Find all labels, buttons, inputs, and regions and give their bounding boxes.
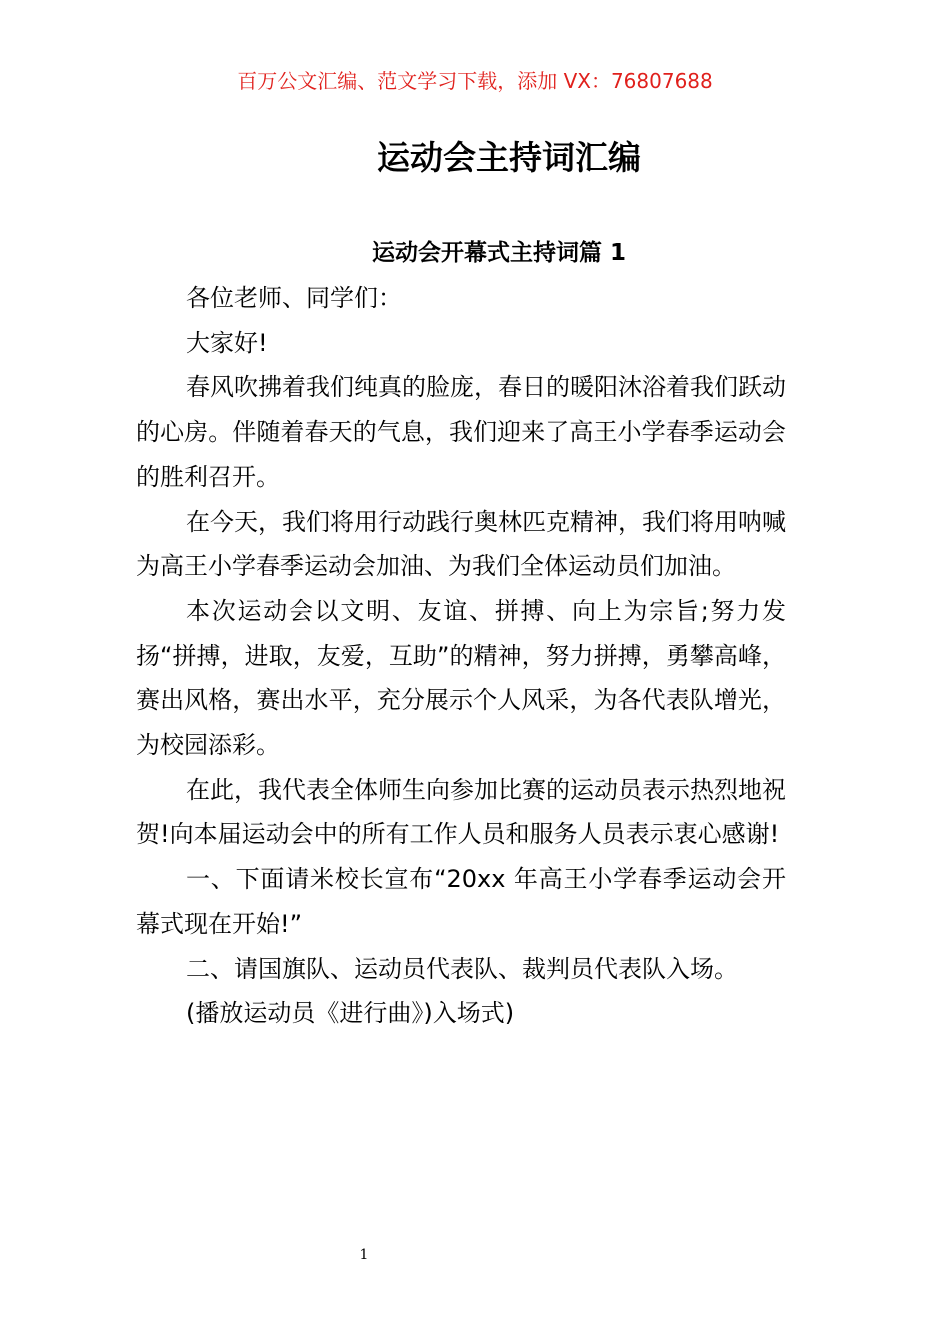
- document-title: 运动会主持词汇编: [377, 138, 641, 177]
- document-body: [136, 276, 786, 1036]
- paragraph-greeting: 各位老师、同学们：: [186, 284, 402, 312]
- header-note: 百万公文汇编、范文学习下载，添加 VX：76807688: [237, 69, 713, 93]
- paragraph-thanks: 在此，我代表全体师生向参加比赛的运动员表示热烈地祝贺!向本届运动会中的所有工作人员和服务人员表示衷心感谢!: [136, 775, 786, 849]
- section-title: 运动会开幕式主持词篇 1: [371, 240, 626, 266]
- paragraph-item-one: 一、下面请米校长宣布“20xx 年高王小学春季运动会开幕式现在开始!”: [136, 865, 786, 938]
- paragraph-stage-note: (播放运动员《进行曲》)入场式): [186, 999, 515, 1028]
- paragraph-spring: 春风吹拂着我们纯真的脸庞，春日的暖阳沐浴着我们跃动的心房。伴随着春天的气息，我们迎来了高王小学春季运动会的胜利召开。: [136, 373, 786, 491]
- paragraph-item-two: 二、请国旗队、运动员代表队、裁判员代表队入场。: [186, 954, 738, 983]
- paragraph-purpose: 本次运动会以文明、友谊、拼搏、向上为宗旨;努力发扬“拼搏，进取，友爱，互助”的精神，努力拼搏，勇攀高峰，赛出风格，赛出水平，充分展示个人风采，为各代表队增光，为校园添彩。: [136, 596, 786, 760]
- paragraph-hello: 大家好!: [186, 328, 268, 357]
- page-number: 1: [359, 1247, 369, 1263]
- paragraph-olympic-spirit: 在今天，我们将用行动践行奥林匹克精神，我们将用呐喊为高王小学春季运动会加油、为我们全体运动员们加油。: [136, 507, 786, 581]
